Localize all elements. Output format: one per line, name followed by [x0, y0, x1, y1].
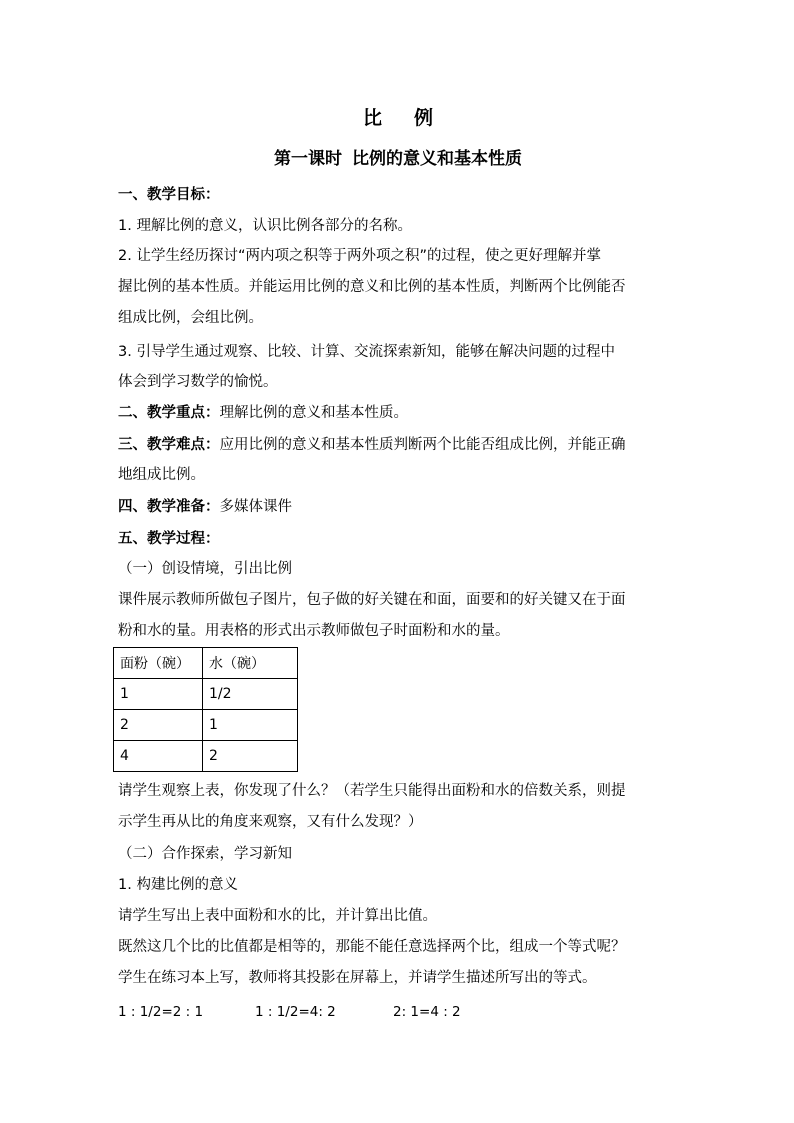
- difficulties-line-2: 地组成比例。: [118, 467, 205, 483]
- goal-item-3-line-2: 体会到学习数学的愉悦。: [118, 374, 278, 390]
- lesson-topic: 比例的意义和基本性质: [352, 149, 522, 169]
- table-cell: 1: [203, 710, 298, 741]
- difficulties-label: 三、教学难点：: [118, 437, 220, 453]
- page-title: [118, 104, 678, 132]
- after-table-line-1: 请学生观察上表，你发现了什么？（若学生只能得出面粉和水的倍数关系，则提: [118, 783, 626, 799]
- flour-water-table: [113, 647, 298, 772]
- goal-item-2-line-2: 握比例的基本性质。并能运用比例的意义和比例的基本性质，判断两个比例能否: [118, 279, 626, 295]
- table-cell: 4: [114, 741, 203, 772]
- part2-line-3: 学生在练习本上写，教师将其投影在屏幕上，并请学生描述所写出的等式。: [118, 970, 597, 986]
- preparation-label: 四、教学准备：: [118, 499, 220, 515]
- goal-item-2-line-3: 组成比例，会组比例。: [118, 310, 263, 326]
- goal-item-2-line-1: 2. 让学生经历探讨“两内项之积等于两外项之积”的过程，使之更好理解并掌: [118, 248, 601, 264]
- lesson-subtitle: [118, 145, 678, 173]
- table-header-flour: 面粉（碗）: [114, 648, 203, 679]
- table-row: [114, 710, 298, 741]
- part2-line-2: 既然这几个比的比值都是相等的，那能不能任意选择两个比，组成一个等式呢？: [118, 939, 626, 955]
- difficulties-line-1: [118, 433, 678, 457]
- lesson-number: 第一课时: [274, 149, 342, 169]
- table-header-water: 水（碗）: [203, 648, 298, 679]
- table-cell: 1/2: [203, 679, 298, 710]
- key-points-text: 理解比例的意义和基本性质。: [219, 405, 408, 421]
- goal-item-1: 1. 理解比例的意义，认识比例各部分的名称。: [118, 218, 412, 234]
- equation: 2: 1=4 : 2: [393, 1004, 461, 1020]
- process-heading: 五、教学过程：: [118, 531, 220, 547]
- title-char-2: 例: [414, 107, 434, 129]
- preparation-text: 多媒体课件: [219, 499, 292, 515]
- key-points: [118, 401, 678, 425]
- part1-line-2: 粉和水的量。用表格的形式出示教师做包子时面粉和水的量。: [118, 623, 510, 639]
- part1-line-1: 课件展示教师所做包子图片，包子做的好关键在和面，面要和的好关键又在于面: [118, 592, 626, 608]
- part2-line-1: 请学生写出上表中面粉和水的比，并计算出比值。: [118, 908, 437, 924]
- after-table-line-2: 示学生再从比的角度来观察，又有什么发现？）: [118, 814, 423, 830]
- table-row: [114, 679, 298, 710]
- equation: 1 : 1/2=4: 2: [255, 1004, 336, 1020]
- table-cell: 2: [203, 741, 298, 772]
- key-points-label: 二、教学重点：: [118, 405, 220, 421]
- table-cell: 1: [114, 679, 203, 710]
- goals-heading: 一、教学目标：: [118, 187, 220, 203]
- preparation: [118, 495, 678, 519]
- goal-item-3-line-1: 3. 引导学生通过观察、比较、计算、交流探索新知，能够在解决问题的过程中: [118, 344, 615, 360]
- equation: 1 : 1/2=2 : 1: [118, 1004, 204, 1020]
- part2-heading: （二）合作探索，学习新知: [118, 846, 292, 862]
- part1-heading: （一）创设情境，引出比例: [118, 561, 292, 577]
- title-char-1: 比: [362, 107, 382, 129]
- table-cell: 2: [114, 710, 203, 741]
- difficulties-text-1: 应用比例的意义和基本性质判断两个比能否组成比例，并能正确: [219, 437, 626, 453]
- table-header-row: [114, 648, 298, 679]
- table-row: [114, 741, 298, 772]
- part2-item-1: 1. 构建比例的意义: [118, 877, 238, 893]
